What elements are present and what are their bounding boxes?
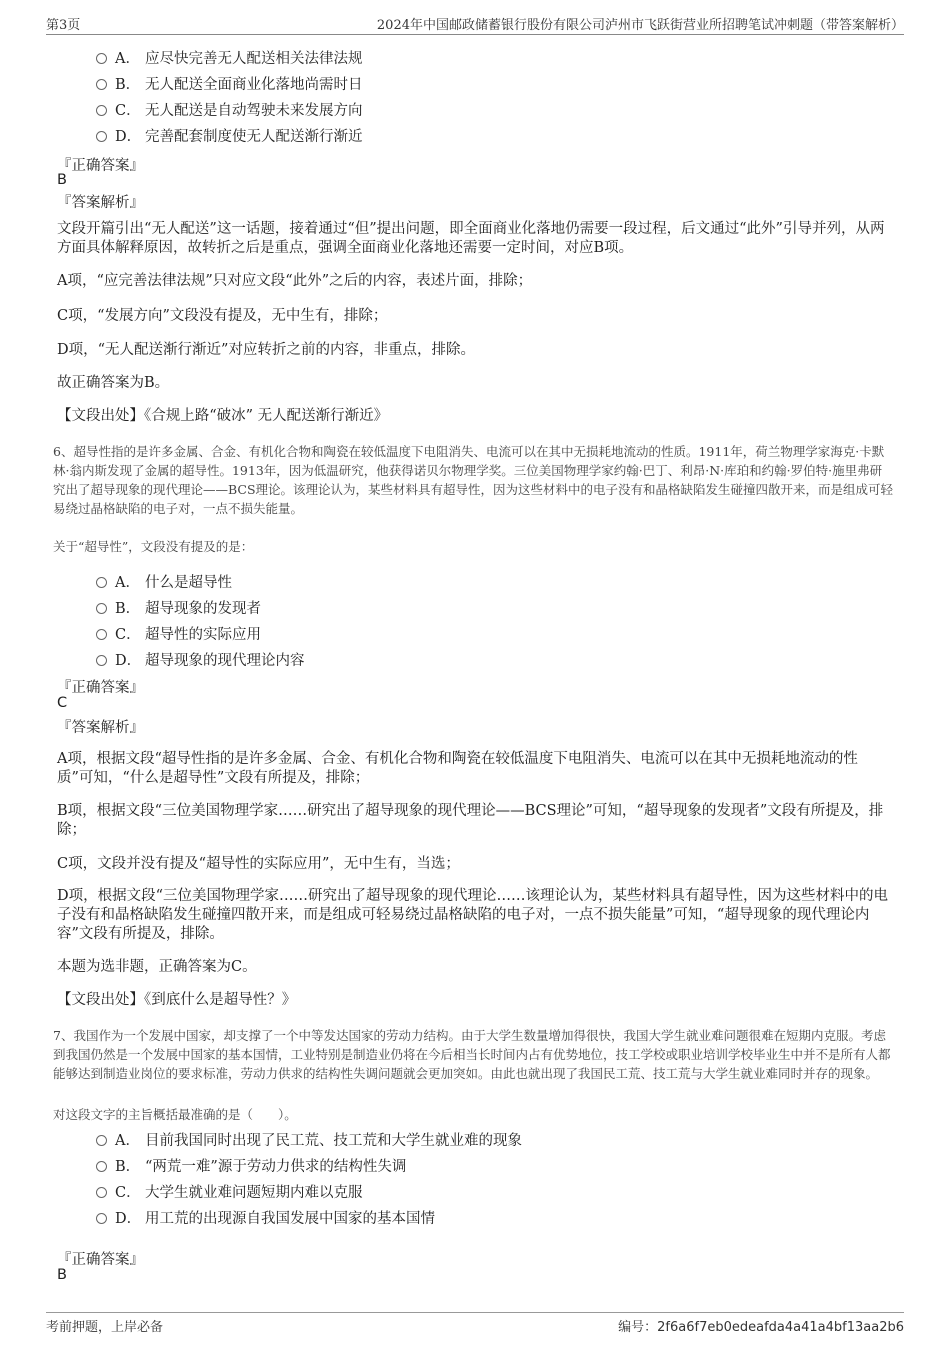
q5-analysis-para: 故正确答案为B。 [57,375,170,391]
option-text: 超导性的实际应用 [145,627,261,643]
footer-slogan: 考前押题，上岸必备 [46,1320,164,1335]
radio-icon[interactable] [96,629,107,640]
option-text: 应尽快完善无人配送相关法律法规 [145,51,363,67]
q7-answer-label: 『正确答案』 [57,1252,144,1268]
option-text: 完善配套制度使无人配送渐行渐近 [145,129,363,145]
q6-analysis-label: 『答案解析』 [57,720,144,736]
page-number: 第3页 [46,18,81,33]
q6-analysis-para: B项，根据文段“三位美国物理学家……研究出了超导现象的现代理论——BCS理论”可知，“超导现象的发现者”文段有所提及，排除； [57,803,884,838]
q6-option-b[interactable]: B． 超导现象的发现者 [96,597,261,618]
q5-option-b[interactable]: B． 无人配送全面商业化落地尚需时日 [96,73,363,94]
radio-icon[interactable] [96,1161,107,1172]
radio-icon[interactable] [96,1187,107,1198]
radio-icon[interactable] [96,105,107,116]
q5-analysis-para: 文段开篇引出“无人配送”这一话题，接着通过“但”提出问题，即全面商业化落地仍需要一段过程，后文通过“此外”引导并列，从两方面具体解释原因，故转折之后是重点，强调全面商业化落地还需要一定时间，对应B项。 [57,221,885,256]
radio-icon[interactable] [96,577,107,588]
q7-option-d[interactable]: D． 用工荒的出现源自我国发展中国家的基本国情 [96,1207,435,1228]
q5-option-c[interactable]: C． 无人配送是自动驾驶未来发展方向 [96,99,363,120]
option-text: 超导现象的发现者 [145,601,261,617]
q6-option-a[interactable]: A． 什么是超导性 [96,571,232,592]
q5-analysis-para: D项，“无人配送渐行渐近”对应转折之前的内容，非重点，排除。 [57,342,475,358]
code-value: 2f6a6f7eb0edeafda4a41a4bf13aa2b6 [657,1320,904,1335]
q5-answer-label: 『正确答案』 [57,158,144,174]
radio-icon[interactable] [96,1213,107,1224]
q6-answer: C [57,695,68,711]
q6-analysis-para: A项，根据文段“超导性指的是许多金属、合金、有机化合物和陶瓷在较低温度下电阻消失、电流可以在其中无损耗地流动的性质”可知，“什么是超导性”文段有所提及，排除； [57,751,858,786]
q5-source: 【文段出处】《合规上路“破冰” 无人配送渐行渐近》 [57,408,389,424]
q6-analysis-para: C项，文段并没有提及“超导性的实际应用”，无中生有，当选； [57,856,460,872]
q5-option-a[interactable]: A． 应尽快完善无人配送相关法律法规 [96,47,363,68]
q6-option-c[interactable]: C． 超导性的实际应用 [96,623,261,644]
page-footer [46,1312,904,1337]
radio-icon[interactable] [96,53,107,64]
q5-analysis-para: A项，“应完善法律法规”只对应文段“此外”之后的内容，表述片面，排除； [57,273,533,289]
document-title: 2024年中国邮政储蓄银行股份有限公司泸州市飞跃街营业所招聘笔试冲刺题（带答案解析） [376,18,904,33]
option-text: 超导现象的现代理论内容 [145,653,305,669]
q5-answer: B [57,172,67,188]
radio-icon[interactable] [96,79,107,90]
page-header [46,14,904,35]
q6-source: 【文段出处】《到底什么是超导性？》 [57,992,297,1008]
q6-question: 关于“超导性”，文段没有提及的是： [53,539,254,554]
option-text: 无人配送全面商业化落地尚需时日 [145,77,363,93]
document-code [618,1316,904,1335]
option-text: 无人配送是自动驾驶未来发展方向 [145,103,363,119]
q6-analysis-para: D项，根据文段“三位美国物理学家……研究出了超导现象的现代理论……该理论认为，某些材料具有超导性，因为这些材料中的电子没有和晶格缺陷发生碰撞四散开来，而是组成可轻易绕过晶格缺陷的电子对，一点不损失能量”可知，“超导现象的现代理论内容”文段有所提及，排除。 [57,888,889,942]
q7-passage: 7、我国作为一个发展中国家，却支撑了一个中等发达国家的劳动力结构。由于大学生数量增加得很快，我国大学生就业难问题很难在短期内克服。考虑到我国仍然是一个发展中国家的基本国情，工业特别是制造业仍将在今后相当长时间内占有优势地位，技工学校或职业培训学校毕业生中并不是所有人都能够达到制造业岗位的要求标准，劳动力供求的结构性失调问题就会更加突如。由此也就出现了我国民工荒、技工荒与大学生就业难同时并存的现象。 [53,1028,891,1081]
option-text: 目前我国同时出现了民工荒、技工荒和大学生就业难的现象 [145,1133,522,1149]
q7-answer: B [57,1267,67,1283]
q7-option-a[interactable]: A． 目前我国同时出现了民工荒、技工荒和大学生就业难的现象 [96,1129,522,1150]
radio-icon[interactable] [96,603,107,614]
q6-option-d[interactable]: D． 超导现象的现代理论内容 [96,649,305,670]
q6-passage: 6、超导性指的是许多金属、合金、有机化合物和陶瓷在较低温度下电阻消失、电流可以在其中无损耗地流动的性质。1911年，荷兰物理学家海克·卡默林·翁内斯发现了金属的超导性。1913年，因为低温研究，他获得诺贝尔物理学奖。三位美国物理学家约翰·巴丁、利昂·N·库珀和约翰·罗伯特·施里弗研究出了超导现象的现代理论——BCS理论。该理论认为，某些材料具有超导性，因为这些材料中的电子没有和晶格缺陷发生碰撞四散开来，而是组成可轻易绕过晶格缺陷的电子对，一点不损失能量。 [53,444,894,516]
q6-answer-label: 『正确答案』 [57,680,144,696]
q7-option-c[interactable]: C． 大学生就业难问题短期内难以克服 [96,1181,363,1202]
radio-icon[interactable] [96,1135,107,1146]
option-text: 什么是超导性 [145,575,232,591]
option-text: “两荒一难”源于劳动力供求的结构性失调 [145,1159,407,1175]
q5-option-d[interactable]: D． 完善配套制度使无人配送渐行渐近 [96,125,363,146]
option-text: 用工荒的出现源自我国发展中国家的基本国情 [145,1211,435,1227]
code-label: 编号： [618,1320,658,1335]
radio-icon[interactable] [96,655,107,666]
option-text: 大学生就业难问题短期内难以克服 [145,1185,363,1201]
q7-question: 对这段文字的主旨概括最准确的是（ ）。 [53,1107,297,1122]
q5-analysis-para: C项，“发展方向”文段没有提及，无中生有，排除； [57,308,388,324]
radio-icon[interactable] [96,131,107,142]
q6-analysis-para: 本题为选非题，正确答案为C。 [57,959,257,975]
q7-option-b[interactable]: B． “两荒一难”源于劳动力供求的结构性失调 [96,1155,406,1176]
q5-analysis-label: 『答案解析』 [57,195,144,211]
